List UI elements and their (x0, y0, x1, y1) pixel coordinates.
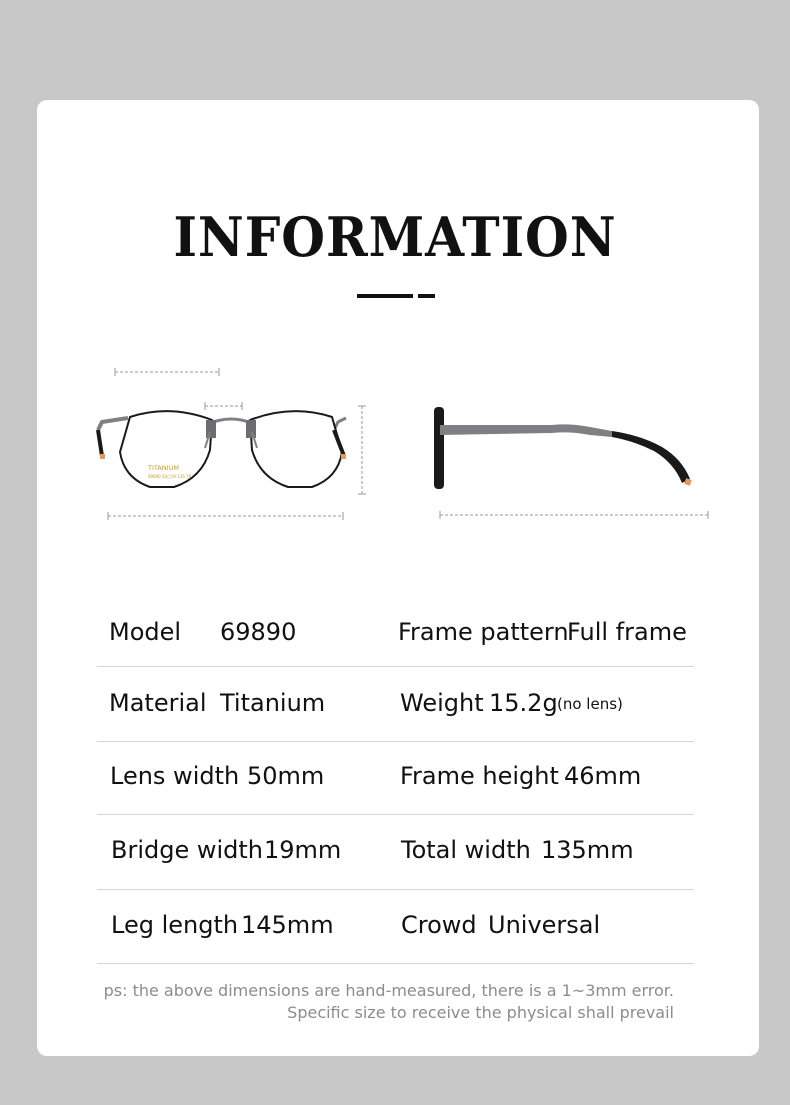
frame-print-line: 69890 50□19-135 TP (148, 474, 192, 479)
title-underline-short (418, 294, 435, 298)
spec-label-weight: Weight (400, 689, 484, 717)
glasses-side-view (420, 395, 720, 530)
spec-row-lens-width (97, 742, 694, 815)
size-note: Specific size to receive the physical shall prevail (287, 1003, 674, 1022)
spec-table (97, 598, 694, 964)
spec-label-frame-pattern: Frame pattern (398, 618, 569, 646)
frame-print-brand: TITANIUM (148, 464, 179, 472)
spec-label-frame-height: Frame height (400, 762, 559, 790)
title-underline-long (357, 294, 413, 298)
spec-row-material (97, 667, 694, 742)
glasses-front-view (90, 360, 380, 530)
spec-value-frame-height: 46mm (564, 762, 642, 790)
spec-label-lens-width: Lens width (110, 762, 240, 790)
spec-label-material: Material (109, 689, 207, 717)
spec-value-lens-width: 50mm (247, 762, 325, 790)
page-title: INFORMATION (173, 205, 617, 269)
right-lens-rim (250, 411, 342, 487)
spec-value-leg-length: 145mm (241, 911, 334, 939)
front-rim-side (434, 407, 444, 489)
temple-metal (440, 424, 612, 437)
spec-note-weight: (no lens) (557, 695, 623, 713)
measurement-note: ps: the above dimensions are hand-measured, there is a 1~3mm error. (103, 981, 674, 1000)
spec-value-weight: 15.2g (489, 689, 558, 717)
spec-value-frame-pattern: Full frame (567, 618, 687, 646)
spec-label-total-width: Total width (401, 836, 531, 864)
spec-label-model: Model (109, 618, 182, 646)
spec-value-bridge-width: 19mm (264, 836, 342, 864)
spec-label-bridge-width: Bridge width (111, 836, 264, 864)
dimension-lines-side (440, 511, 708, 519)
spec-row-leg-length (97, 890, 694, 964)
spec-value-material: Titanium (220, 689, 326, 717)
temple-tip (612, 431, 690, 483)
spec-value-crowd: Universal (488, 911, 601, 939)
spec-row-bridge-width (97, 815, 694, 890)
spec-row-model (97, 598, 694, 667)
spec-value-total-width: 135mm (541, 836, 634, 864)
spec-label-leg-length: Leg length (111, 911, 239, 939)
spec-value-model: 69890 (220, 618, 297, 646)
spec-label-crowd: Crowd (401, 911, 477, 939)
